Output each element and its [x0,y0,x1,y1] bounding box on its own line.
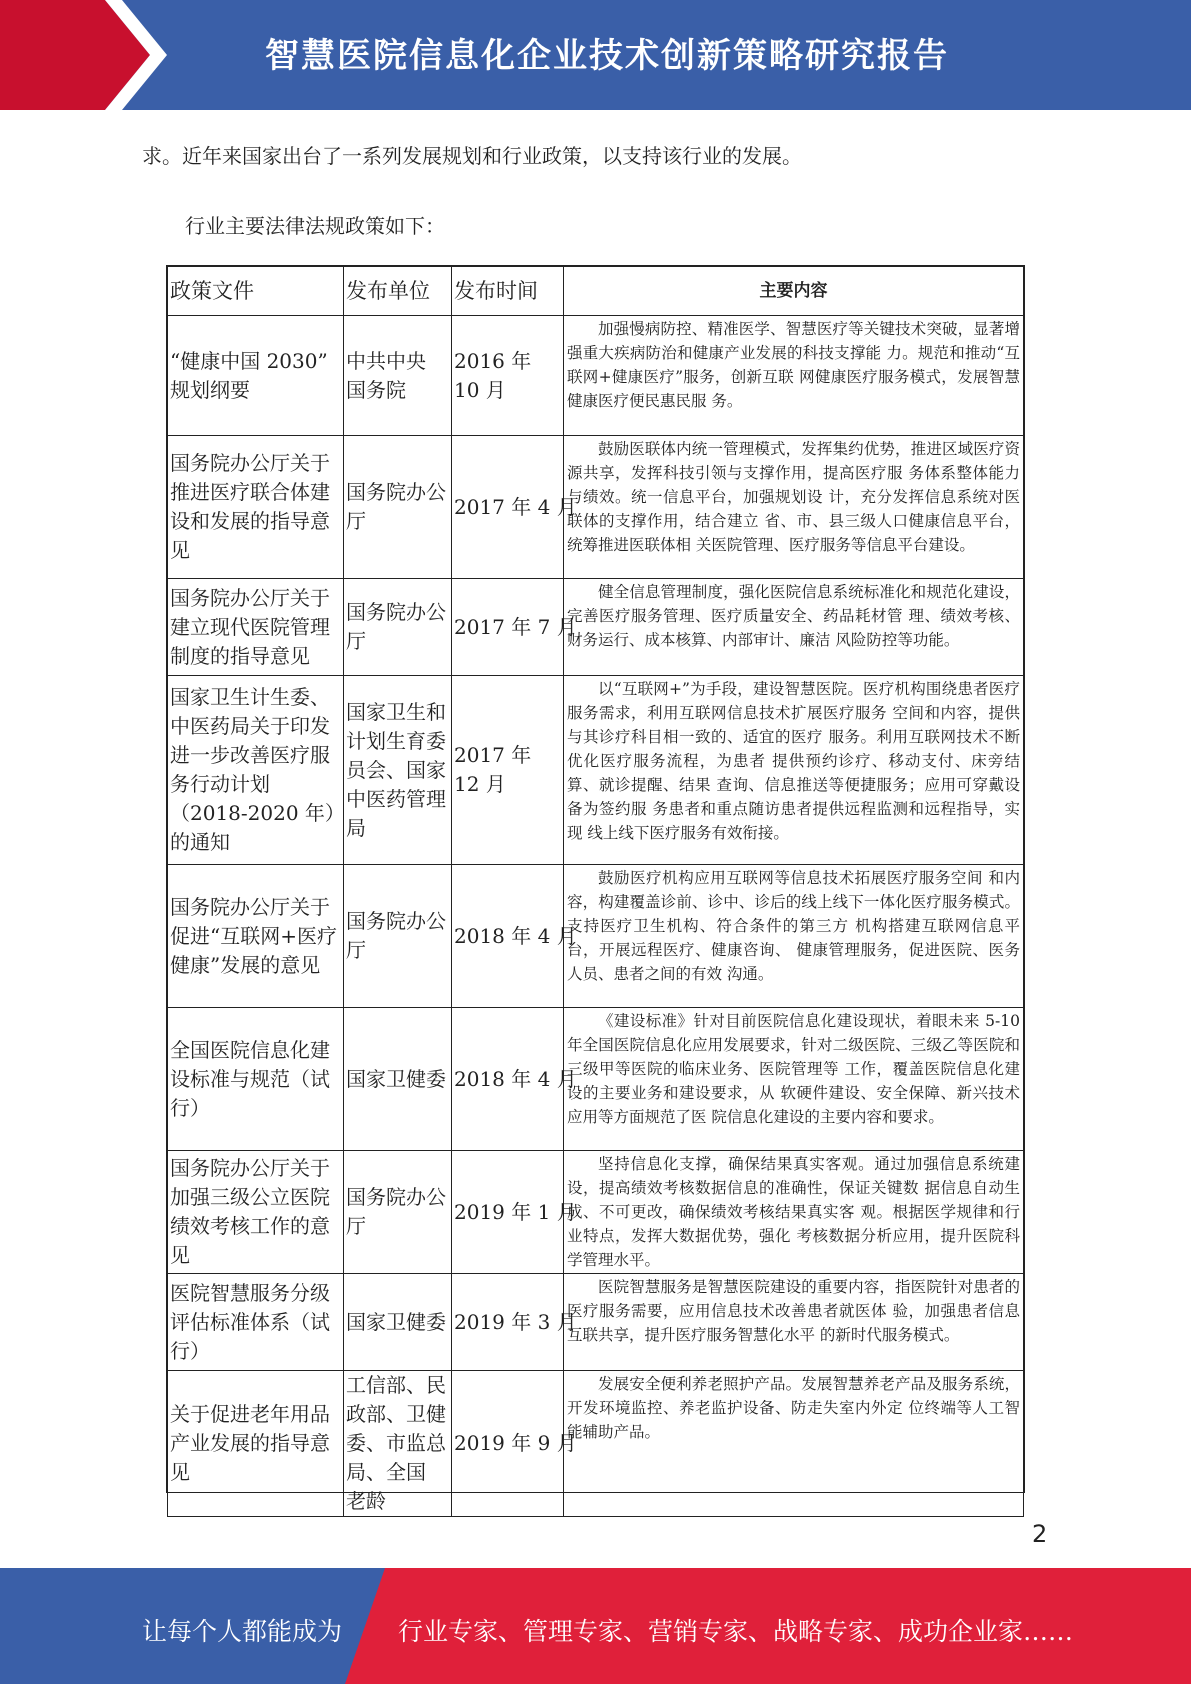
header-unit: 发布单位 [344,267,452,316]
footer-slogan-right: 行业专家、管理专家、营销专家、战略专家、成功企业家…… [398,1617,1074,1646]
cell-date: 2019 年 9 月 [452,1371,564,1517]
table-row [168,1151,1024,1274]
cell-doc: 国务院办公厅关于促进“互联网+医疗健康”发展的意见 [168,865,344,1008]
body-paragraph-2: 行业主要法律法规政策如下： [185,214,445,238]
cell-content: 《建设标准》针对目前医院信息化建设现状，着眼未来 5-10 年全国医院信息化应用发展要求，针对二级医院、三级乙等医院和三级甲等医院的临床业务、医院管理等 工作，覆盖医院信息化建设的主要业务和建设要求，从 软硬件建设、安全保障、新兴技术应用等方面规范了医 院信息化建设的主要内容和要求。 [564,1008,1024,1151]
cell-doc: 国务院办公厅关于推进医疗联合体建设和发展的指导意见 [168,436,344,579]
cell-unit: 国家卫健委 [344,1008,452,1151]
policy-table [166,265,1025,1513]
cell-unit: 国家卫生和计划生育委员会、国家中医药管理局 [344,676,452,865]
table-row [168,676,1024,865]
cell-date: 2017 年 7 月 [452,579,564,676]
footer-slogan-left: 让每个人都能成为 [142,1617,343,1646]
cell-doc: 关于促进老年用品产业发展的指导意见 [168,1371,344,1517]
cell-content: 鼓励医联体内统一管理模式，发挥集约优势，推进区域医疗资源共享，发挥科技引领与支撑作用，提高医疗服 务体系整体能力与绩效。统一信息平台，加强规划设 计，充分发挥信息系统对医联体的支撑作用，结合建立 省、市、县三级人口健康信息平台，统筹推进医联体相 关医院管理、医疗服务等信息平台建设。 [564,436,1024,579]
body-paragraph-1: 求。近年来国家出台了一系列发展规划和行业政策，以支持该行业的发展。 [142,144,802,168]
cell-unit: 国家卫健委 [344,1274,452,1371]
cell-doc: 国务院办公厅关于建立现代医院管理制度的指导意见 [168,579,344,676]
cell-unit: 国务院办公厅 [344,436,452,579]
table-header-row [168,267,1024,316]
cell-doc: 医院智慧服务分级评估标准体系（试行） [168,1274,344,1371]
cell-date: 2019 年 3 月 [452,1274,564,1371]
cell-unit: 国务院办公厅 [344,579,452,676]
table-row [168,1371,1024,1517]
header-doc: 政策文件 [168,267,344,316]
cell-content: 发展安全便利养老照护产品。发展智慧养老产品及服务系统，开发环境监控、养老监护设备、防走失室内外定 位终端等人工智能辅助产品。 [564,1371,1024,1517]
cell-date: 2017 年 4 月 [452,436,564,579]
page-number: 2 [1032,1520,1048,1548]
table-row [168,316,1024,436]
table-row [168,436,1024,579]
cell-content: 以“互联网+”为手段，建设智慧医院。医疗机构围绕患者医疗服务需求，利用互联网信息技术扩展医疗服务 空间和内容，提供与其诊疗科目相一致的、适宜的医疗 服务。利用互联网技术不断优化医疗服务流程，为患者 提供预约诊疗、移动支付、床旁结算、就诊提醒、结果 查询、信息推送等便捷服务；应用可穿戴设备为签约服 务患者和重点随访患者提供远程监测和远程指导，实现 线上线下医疗服务有效衔接。 [564,676,1024,865]
cell-doc: “健康中国 2030” 规划纲要 [168,316,344,436]
cell-content: 坚持信息化支撑，确保结果真实客观。通过加强信息系统建设，提高绩效考核数据信息的准确性，保证关键数 据信息自动生成、不可更改，确保绩效考核结果真实客 观。根据医学规律和行业特点，发挥大数据优势，强化 考核数据分析应用，提升医院科学管理水平。 [564,1151,1024,1274]
header-content: 主要内容 [564,267,1024,316]
cell-unit: 国务院办公厅 [344,1151,452,1274]
cell-content: 健全信息管理制度，强化医院信息系统标准化和规范化建设，完善医疗服务管理、医疗质量安全、药品耗材管 理、绩效考核、财务运行、成本核算、内部审计、廉洁 风险防控等功能。 [564,579,1024,676]
table-row [168,579,1024,676]
cell-date: 2018 年 4 月 [452,865,564,1008]
cell-date: 2019 年 1 月 [452,1151,564,1274]
cell-unit: 国务院办公厅 [344,865,452,1008]
page-header [0,0,1191,110]
table-row [168,865,1024,1008]
cell-unit: 中共中央 国务院 [344,316,452,436]
cell-date: 2017 年 12 月 [452,676,564,865]
cell-doc: 全国医院信息化建设标准与规范（试行） [168,1008,344,1151]
cell-content: 医院智慧服务是智慧医院建设的重要内容，指医院针对患者的医疗服务需要，应用信息技术改善患者就医体 验，加强患者信息互联共享，提升医疗服务智慧化水平 的新时代服务模式。 [564,1274,1024,1371]
page-footer [0,1568,1191,1684]
cell-date: 2018 年 4 月 [452,1008,564,1151]
cell-date: 2016 年 10 月 [452,316,564,436]
table-row [168,1008,1024,1151]
cell-content: 鼓励医疗机构应用互联网等信息技术拓展医疗服务空间 和内容，构建覆盖诊前、诊中、诊后的线上线下一体化医疗服务模式。支持医疗卫生机构、符合条件的第三方 机构搭建互联网信息平台，开展远程医疗、健康咨询、 健康管理服务，促进医院、医务人员、患者之间的有效 沟通。 [564,865,1024,1008]
cell-content: 加强慢病防控、精准医学、智慧医疗等关键技术突破，显著增强重大疾病防治和健康产业发展的科技支撑能 力。规范和推动“互联网+健康医疗”服务，创新互联 网健康医疗服务模式，发展智慧健康医疗便民惠民服 务。 [564,316,1024,436]
cell-unit: 工信部、民政部、卫健委、市监总 局、全国 老龄 [344,1371,452,1517]
cell-doc: 国家卫生计生委、中医药局关于印发进一步改善医疗服务行动计划（2018-2020 年）的通知 [168,676,344,865]
report-title: 智慧医院信息化企业技术创新策略研究报告 [265,36,949,76]
table-row [168,1274,1024,1371]
cell-doc: 国务院办公厅关于加强三级公立医院绩效考核工作的意见 [168,1151,344,1274]
header-date: 发布时间 [452,267,564,316]
